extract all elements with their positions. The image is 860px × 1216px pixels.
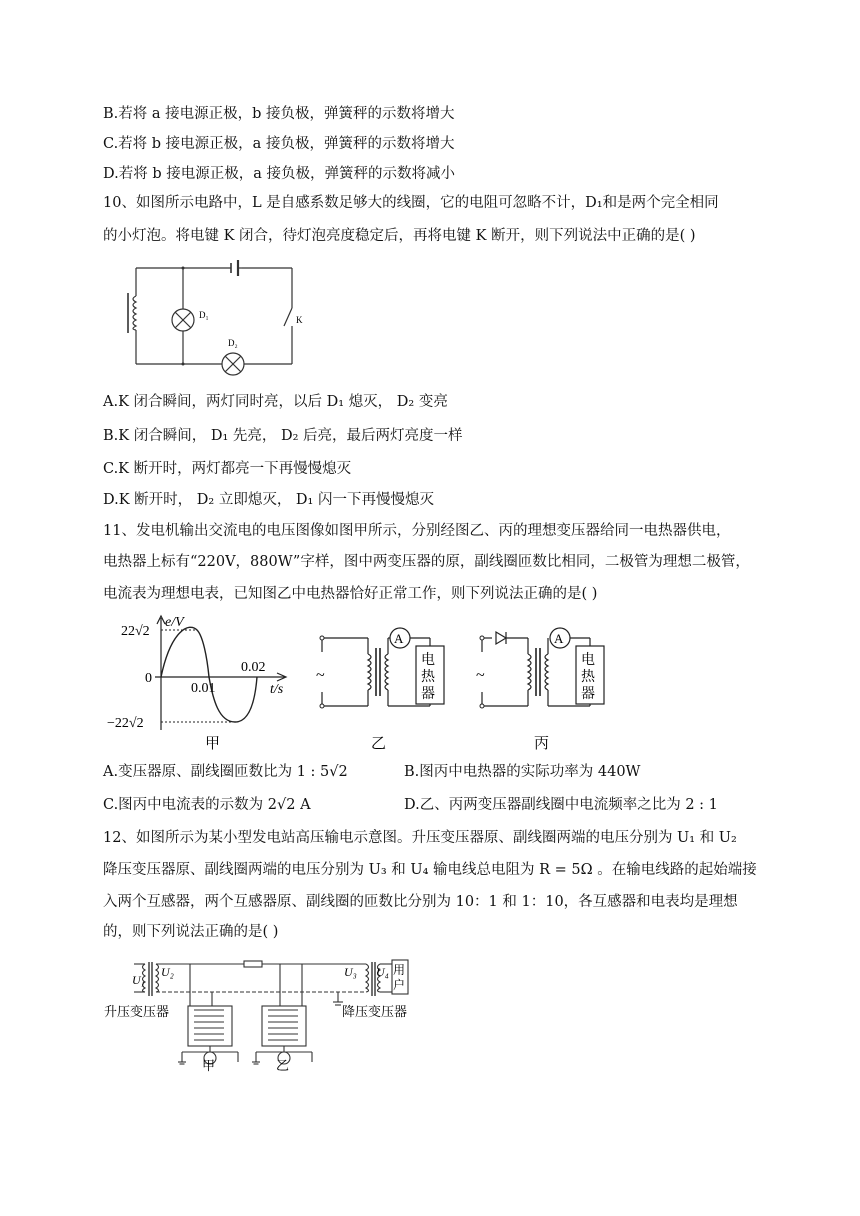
q12-stem-line2: 降压变压器原、副线圈两端的电压分别为 U₃ 和 U₄ 输电线总电阻为 R = 5Ω 。在输电线路的起始端接 — [103, 862, 757, 878]
q10-option-a: A.K 闭合瞬间，两灯同时亮，以后 D₁ 熄灭， D₂ 变亮 — [103, 394, 448, 410]
step-down-label: 降压变压器 — [342, 1004, 408, 1019]
q11-stem-line1: 11、发电机输出交流电的电压图像如图甲所示，分别经图乙、丙的理想变压器给同一电热器供电， — [103, 523, 731, 539]
step-up-label: 升压变压器 — [104, 1004, 170, 1019]
heater-bing-3: 器 — [581, 687, 595, 702]
q9-option-c: C.若将 b 接电源正极，a 接负极，弹簧秤的示数将增大 — [103, 136, 455, 152]
ammeter-a-bing: A — [554, 631, 564, 646]
q10-option-c: C.K 断开时，两灯都亮一下再慢慢熄灭 — [103, 461, 352, 477]
q11-option-c: C.图丙中电流表的示数为 2√2 A — [103, 797, 311, 813]
k-label: K — [296, 315, 303, 325]
caption-bing: 丙 — [534, 736, 550, 752]
heater-yi-3: 器 — [421, 687, 435, 702]
y-max-label: 22√2 — [121, 624, 150, 639]
q12-stem-line1: 12、如图所示为某小型发电站高压输电示意图。升压变压器原、副线圈两端的电压分别为 U₁ 和 U₂ — [103, 830, 737, 846]
q12-transmission-diagram — [104, 952, 419, 1072]
caption-jia: 甲 — [205, 736, 221, 752]
q11-option-a: A.变压器原、副线圈匝数比为 1 : 5√2 — [103, 764, 348, 780]
heater-bing-2: 热 — [581, 670, 595, 685]
x-axis-label: t/s — [270, 682, 284, 697]
q11-circuit-yi — [310, 618, 455, 752]
transformer-yi-label: 乙 — [276, 1058, 290, 1073]
d2-label: D₂ — [228, 338, 238, 348]
q10-option-d: D.K 断开时， D₂ 立即熄灭， D₁ 闪一下再慢慢熄灭 — [103, 492, 434, 508]
q11-option-d: D.乙、丙两变压器副线圈中电流频率之比为 2 : 1 — [404, 797, 718, 813]
tick-0.01: 0.01 — [191, 681, 216, 696]
q11-stem-line2: 电热器上标有“220V，880W”字样，图中两变压器的原，副线圈匝数比相同，二极管为理想二极管， — [103, 554, 750, 570]
user-label-2: 户 — [393, 978, 406, 992]
q12-stem-line4: 的，则下列说法正确的是( ) — [103, 924, 279, 940]
ammeter-a-yi: A — [394, 631, 404, 646]
transformer-jia-label: 甲 — [202, 1058, 216, 1073]
tick-0.02: 0.02 — [241, 660, 266, 675]
q11-stem-line3: 电流表为理想电表，已知图乙中电热器恰好正常工作，则下列说法正确的是( ) — [103, 586, 598, 602]
y-axis-label: e/V — [165, 615, 184, 630]
u3-label: U₃ — [344, 965, 357, 979]
q9-option-b: B.若将 a 接电源正极，b 接负极，弹簧秤的示数将增大 — [103, 106, 455, 122]
heater-yi-1: 电 — [421, 653, 435, 668]
q10-stem-line2: 的小灯泡。将电键 K 闭合，待灯泡亮度稳定后，再将电键 K 断开，则下列说法中正确的是( ) — [103, 228, 696, 244]
u2-label: U₂ — [161, 965, 174, 979]
d1-label: D₁ — [199, 310, 209, 320]
ac-source-bing: ~ — [476, 667, 485, 684]
q11-option-b: B.图丙中电热器的实际功率为 440W — [404, 764, 641, 780]
caption-yi: 乙 — [371, 736, 387, 752]
q11-voltage-graph — [105, 612, 295, 752]
q12-stem-line3: 入两个互感器，两个互感器原、副线圈的匝数比分别为 10：1 和 1：10，各互感器和电表均是理想 — [103, 894, 738, 910]
ac-source-yi: ~ — [316, 667, 325, 684]
y-min-label: −22√2 — [107, 716, 144, 731]
heater-bing-1: 电 — [581, 653, 595, 668]
origin-label: 0 — [145, 671, 152, 686]
q10-stem-line1: 10、如图所示电路中，L 是自感系数足够大的线圈，它的电阻可忽略不计，D₁和是两个完全相同 — [103, 195, 719, 211]
user-label-1: 用 — [393, 963, 406, 977]
q11-circuit-bing — [470, 618, 615, 752]
q10-option-b: B.K 闭合瞬间， D₁ 先亮， D₂ 后亮，最后两灯亮度一样 — [103, 428, 463, 444]
heater-yi-2: 热 — [421, 670, 435, 685]
q10-circuit-diagram — [118, 260, 303, 380]
q9-option-d: D.若将 b 接电源正极，a 接负极，弹簧秤的示数将减小 — [103, 166, 455, 182]
u4-label: U₄ — [376, 965, 389, 979]
u1-label: U₁ — [132, 973, 145, 987]
